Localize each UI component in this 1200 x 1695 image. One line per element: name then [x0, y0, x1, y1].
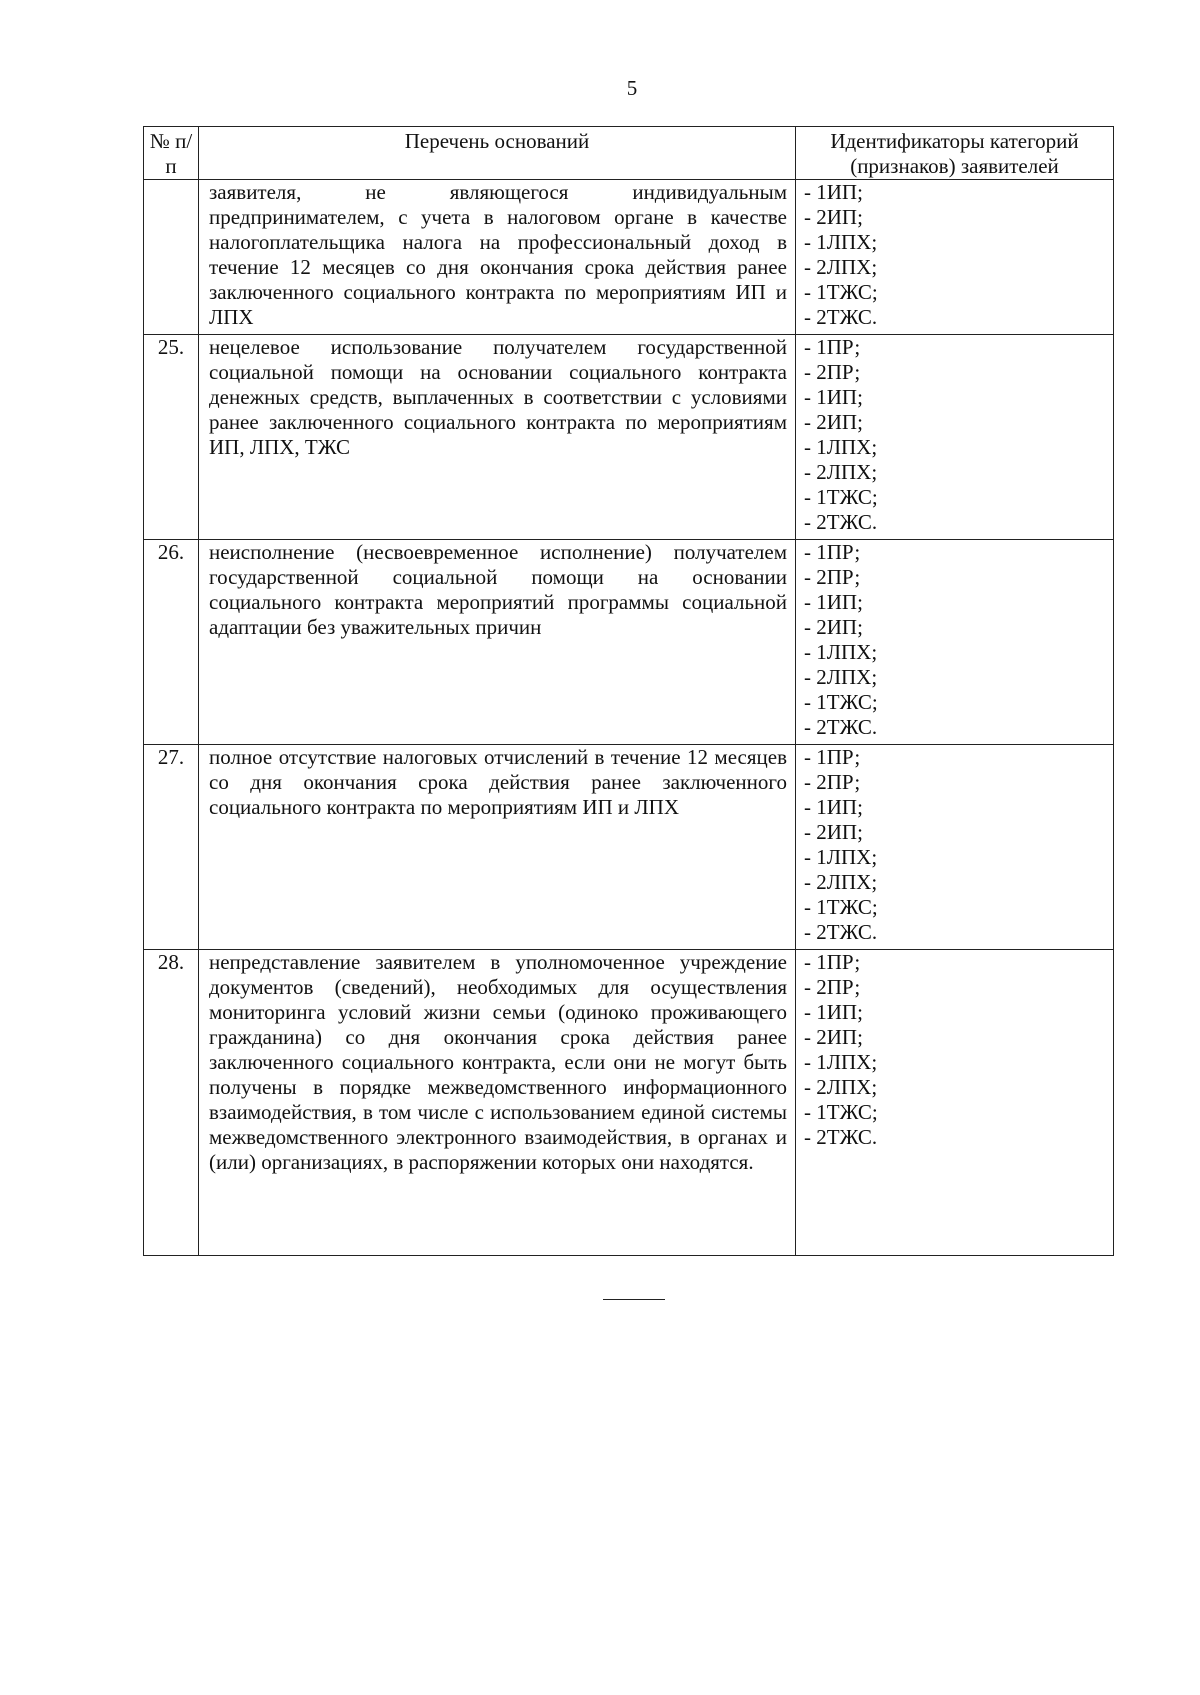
identifier-item: - 2ЛПХ;	[804, 870, 878, 894]
identifier-item: - 1ЛПХ;	[804, 640, 878, 664]
identifier-item: - 2ТЖС.	[804, 920, 878, 944]
row-reason: неисполнение (несвоевременное исполнение) получателем государственной социальной помощи на основании социального контракта мероприятий программы социальной адаптации без уважительных причин	[199, 540, 796, 745]
row-number	[144, 180, 199, 335]
row-reason: полное отсутствие налоговых отчислений в течение 12 месяцев со дня окончания срока действия ранее заключенного социального контракта по мероприятиям ИП и ЛПХ	[199, 745, 796, 950]
row-reason: нецелевое использование получателем государственной социальной помощи на основании социального контракта денежных средств, выплаченных в соответствии с условиями ранее заключенного социального контракта по мероприятиям ИП, ЛПХ, ТЖС	[199, 335, 796, 540]
row-number: 25.	[144, 335, 199, 540]
identifier-item: - 2ЛПХ;	[804, 1075, 878, 1099]
row-identifiers	[796, 335, 1114, 540]
row-identifiers	[796, 950, 1114, 1256]
identifier-item: - 2ИП;	[804, 1025, 863, 1049]
table-row	[144, 180, 1114, 335]
identifier-item: - 1ТЖС;	[804, 895, 878, 919]
identifier-item: - 1ИП;	[804, 1000, 863, 1024]
identifier-item: - 1ТЖС;	[804, 280, 878, 304]
identifier-item: - 2ПР;	[804, 770, 861, 794]
identifier-item: - 1ЛПХ;	[804, 230, 878, 254]
identifier-item: - 2ТЖС.	[804, 1125, 878, 1149]
closing-divider	[603, 1299, 665, 1300]
table-row	[144, 335, 1114, 540]
table-row	[144, 950, 1114, 1256]
row-identifiers	[796, 745, 1114, 950]
identifier-item: - 2ПР;	[804, 360, 861, 384]
table-row	[144, 540, 1114, 745]
table-header-row	[144, 127, 1114, 180]
header-identifiers: Идентификаторы категорий (признаков) заявителей	[796, 127, 1114, 180]
identifier-item: - 2ИП;	[804, 820, 863, 844]
grounds-table	[143, 126, 1114, 1256]
identifier-item: - 2ПР;	[804, 565, 861, 589]
identifier-item: - 1ПР;	[804, 540, 861, 564]
row-identifiers	[796, 540, 1114, 745]
row-number: 26.	[144, 540, 199, 745]
identifier-item: - 2ТЖС.	[804, 510, 878, 534]
row-number: 28.	[144, 950, 199, 1256]
identifier-item: - 2ИП;	[804, 615, 863, 639]
identifier-item: - 1ЛПХ;	[804, 845, 878, 869]
identifier-item: - 1ИП;	[804, 180, 863, 204]
identifier-item: - 2ЛПХ;	[804, 460, 878, 484]
identifier-item: - 2ПР;	[804, 975, 861, 999]
identifier-item: - 2ТЖС.	[804, 715, 878, 739]
row-reason: заявителя, не являющегося индивидуальным предпринимателем, с учета в налоговом органе в качестве налогоплательщика налога на профессиональный доход в течение 12 месяцев со дня окончания срока действия ранее заключенного социального контракта по мероприятиям ИП и ЛПХ	[199, 180, 796, 335]
identifier-item: - 1ПР;	[804, 745, 861, 769]
table-row	[144, 745, 1114, 950]
row-identifiers	[796, 180, 1114, 335]
header-number: № п/п	[144, 127, 199, 180]
identifier-item: - 1ТЖС;	[804, 1100, 878, 1124]
identifier-item: - 2ТЖС.	[804, 305, 878, 329]
identifier-item: - 1ИП;	[804, 795, 863, 819]
identifier-item: - 1ЛПХ;	[804, 1050, 878, 1074]
header-reasons: Перечень оснований	[199, 127, 796, 180]
row-reason: непредставление заявителем в уполномоченное учреждение документов (сведений), необходимых для осуществления мониторинга условий жизни семьи (одиноко проживающего гражданина) со дня окончания срока действия ранее заключенного социального контракта, если они не могут быть получены в порядке межведомственного информационного взаимодействия, в том числе с использованием единой системы межведомственного электронного взаимодействия, в органах и (или) организациях, в распоряжении которых они находятся.	[199, 950, 796, 1256]
page-number: 5	[626, 76, 638, 100]
identifier-item: - 1ТЖС;	[804, 485, 878, 509]
identifier-item: - 1ИП;	[804, 590, 863, 614]
identifier-item: - 2ЛПХ;	[804, 255, 878, 279]
row-number: 27.	[144, 745, 199, 950]
identifier-item: - 2ИП;	[804, 205, 863, 229]
identifier-item: - 1ИП;	[804, 385, 863, 409]
identifier-item: - 2ЛПХ;	[804, 665, 878, 689]
identifier-item: - 2ИП;	[804, 410, 863, 434]
identifier-item: - 1ПР;	[804, 950, 861, 974]
identifier-item: - 1ПР;	[804, 335, 861, 359]
identifier-item: - 1ТЖС;	[804, 690, 878, 714]
identifier-item: - 1ЛПХ;	[804, 435, 878, 459]
